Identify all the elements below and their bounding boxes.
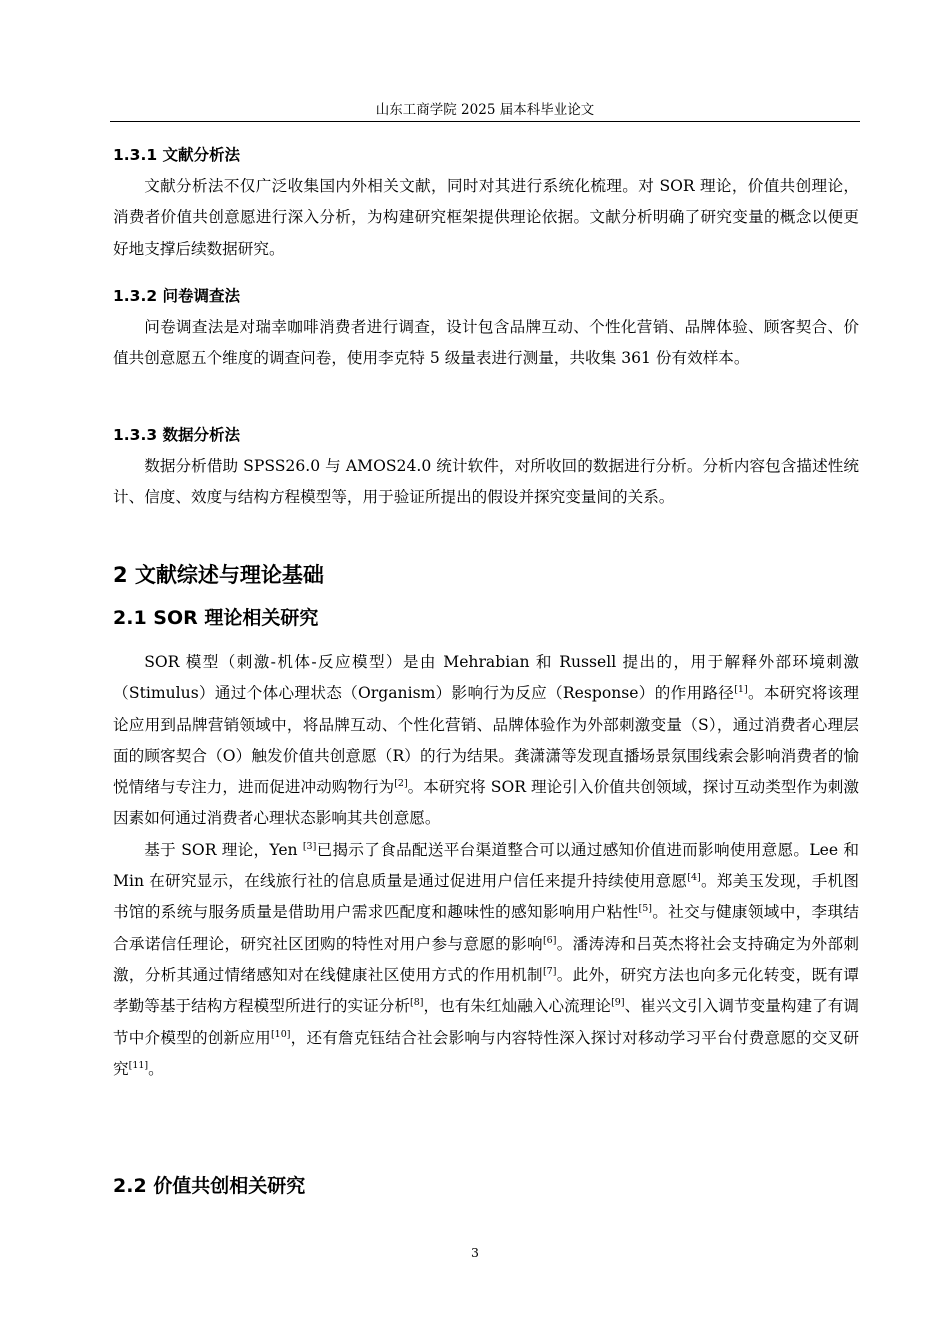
- section-1-3-1-heading: 1.3.1 文献分析法: [113, 146, 241, 164]
- page-number: 3: [471, 1245, 479, 1260]
- section-1-3-2-heading: 1.3.2 问卷调查法: [113, 287, 241, 305]
- paragraph: 问卷调查法是对瑞幸咖啡消费者进行调查，设计包含品牌互动、个性化营销、品牌体验、顾客契合、价值共创意愿五个维度的调查问卷，使用李克特 5 级量表进行测量，共收集 361 份有效样本。: [113, 318, 859, 368]
- paragraph: SOR 模型（刺激-机体-反应模型）是由 Mehrabian 和 Russell 提出的，用于解释外部环境刺激（Stimulus）通过个体心理状态（Organism）影响行为反应（Response）的作用路径[1]。本研究将该理论应用到品牌营销领域中，将品牌互动、个性化营销、品牌体验作为外部刺激变量（S），通过消费者心理层面的顾客契合（O）触发价值共创意愿（R）的行为结果。龚潇潇等发现直播场景氛围线索会影响消费者的愉悦情绪与专注力，进而促进冲动购物行为[2]。本研究将 SOR 理论引入价值共创领域，探讨互动类型作为刺激因素如何通过消费者心理状态影响其共创意愿。: [113, 653, 859, 828]
- citation: [6]: [542, 934, 557, 946]
- paragraph: 数据分析借助 SPSS26.0 与 AMOS24.0 统计软件，对所收回的数据进行分析。分析内容包含描述性统计、信度、效度与结构方程模型等，用于验证所提出的假设并探究变量间的关系。: [113, 457, 859, 507]
- chapter-2-heading: 2 文献综述与理论基础: [113, 563, 324, 587]
- section-1-3-3-heading: 1.3.3 数据分析法: [113, 426, 241, 444]
- citation: [8]: [409, 997, 424, 1009]
- section-2-1-body: [113, 647, 859, 1085]
- citation: [9]: [611, 997, 625, 1009]
- running-header: 山东工商学院 2025 届本科毕业论文: [375, 102, 595, 118]
- citation: [2]: [394, 778, 408, 789]
- section-1-3-3-body: [113, 451, 859, 514]
- section-2-1-heading: 2.1 SOR 理论相关研究: [113, 607, 319, 629]
- citation: [3]: [302, 840, 317, 852]
- citation: [1]: [734, 684, 748, 696]
- section-2-2-heading: 2.2 价值共创相关研究: [113, 1175, 306, 1197]
- paragraph: 基于 SOR 理论，Yen [3]已揭示了食品配送平台渠道整合可以通过感知价值进而影响使用意愿。Lee 和 Min 在研究显示，在线旅行社的信息质量是通过促进用户信任来提升持续使用意愿[4]。郑美玉发现，手机图书馆的系统与服务质量是借助用户需求匹配度和趣味性的感知影响用户粘性[5]。社交与健康领域中，李琪结合承诺信任理论，研究社区团购的特性对用户参与意愿的影响[6]。潘涛涛和吕英杰将社会支持确定为外部刺激，分析其通过情绪感知对在线健康社区使用方式的作用机制[7]。此外，研究方法也向多元化转变，既有谭孝勤等基于结构方程模型所进行的实证分析[8]，也有朱红灿融入心流理论[9]、崔兴文引入调节变量构建了有调节中介模型的创新应用[10]，还有詹克钰结合社会影响与内容特性深入探讨对移动学习平台付费意愿的交叉研究[11]。: [113, 840, 859, 1078]
- section-1-3-2-body: [113, 312, 859, 375]
- header-rule: [110, 121, 860, 122]
- citation: [10]: [270, 1028, 291, 1040]
- citation: [7]: [542, 965, 557, 977]
- citation: [4]: [687, 871, 701, 883]
- citation: [11]: [128, 1059, 149, 1071]
- paragraph: 文献分析法不仅广泛收集国内外相关文献，同时对其进行系统化梳理。对 SOR 理论，价值共创理论，消费者价值共创意愿进行深入分析，为构建研究框架提供理论依据。文献分析明确了研究变量的概念以便更好地支撑后续数据研究。: [113, 177, 859, 258]
- citation: [5]: [638, 903, 652, 915]
- section-1-3-1-body: [113, 171, 859, 265]
